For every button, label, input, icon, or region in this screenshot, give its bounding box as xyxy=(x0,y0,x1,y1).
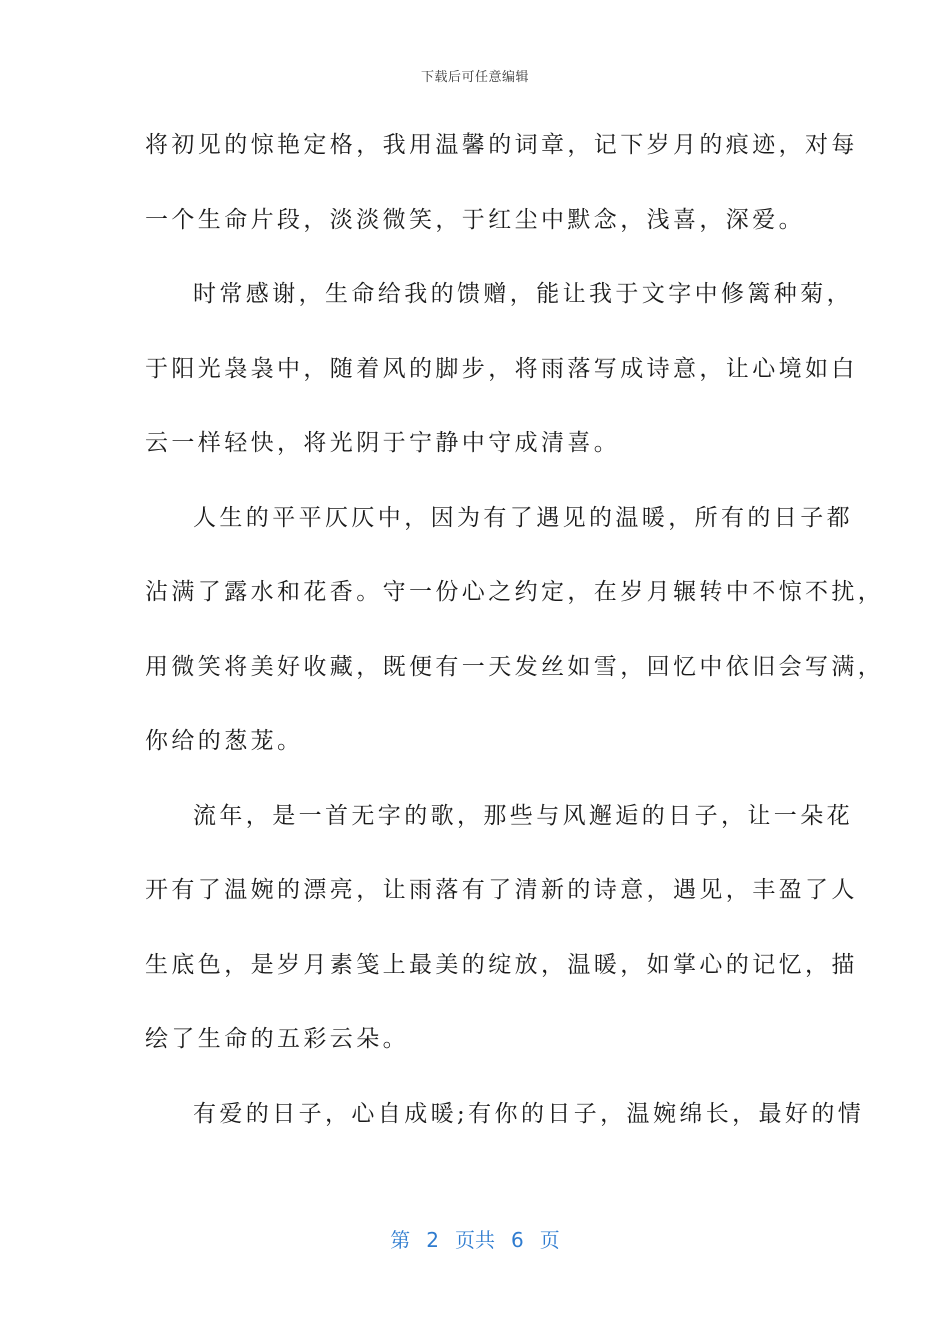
text-line: 你给的葱茏。 xyxy=(145,728,304,754)
text-line: 流年，是一首无字的歌，那些与风邂逅的日子，让一朵花 xyxy=(193,802,853,829)
text-line: 生底色，是岁月素笺上最美的绽放，温暖，如掌心的记忆，描 xyxy=(145,951,858,978)
current-page-number: 2 xyxy=(426,1228,439,1252)
text-line: 将初见的惊艳定格，我用温馨的词章，记下岁月的痕迹，对每 xyxy=(145,132,858,158)
page-number-footer xyxy=(0,1224,950,1253)
text-line: 一个生命片段，淡淡微笑，于红尘中默念，浅喜，深爱。 xyxy=(145,206,805,233)
total-page-count: 6 xyxy=(511,1228,524,1252)
text-line: 于阳光袅袅中，随着风的脚步，将雨落写成诗意，让心境如白 xyxy=(145,355,858,382)
text-line: 时常感谢，生命给我的馈赠，能让我于文字中修篱种菊， xyxy=(193,281,853,307)
text-line: 云一样轻快，将光阴于宁静中守成清喜。 xyxy=(145,430,621,456)
text-line: 用微笑将美好收藏，既便有一天发丝如雪，回忆中依旧会写满， xyxy=(145,653,885,680)
text-line: 沾满了露水和花香。守一份心之约定，在岁月辗转中不惊不扰， xyxy=(145,579,885,605)
text-line: 有爱的日子，心自成暖;有你的日子，温婉绵长，最好的情 xyxy=(193,1100,865,1127)
document-body xyxy=(145,120,885,1163)
footer-label-page: 第 xyxy=(390,1228,411,1252)
footer-label-end: 页 xyxy=(539,1228,560,1252)
text-line: 开有了温婉的漂亮，让雨落有了清新的诗意，遇见，丰盈了人 xyxy=(145,877,858,903)
text-line: 绘了生命的五彩云朵。 xyxy=(145,1026,409,1052)
text-line: 人生的平平仄仄中，因为有了遇见的温暖，所有的日子都 xyxy=(193,504,853,531)
page-header-note: 下载后可任意编辑 xyxy=(420,70,529,85)
footer-label-of: 页共 xyxy=(455,1228,495,1252)
